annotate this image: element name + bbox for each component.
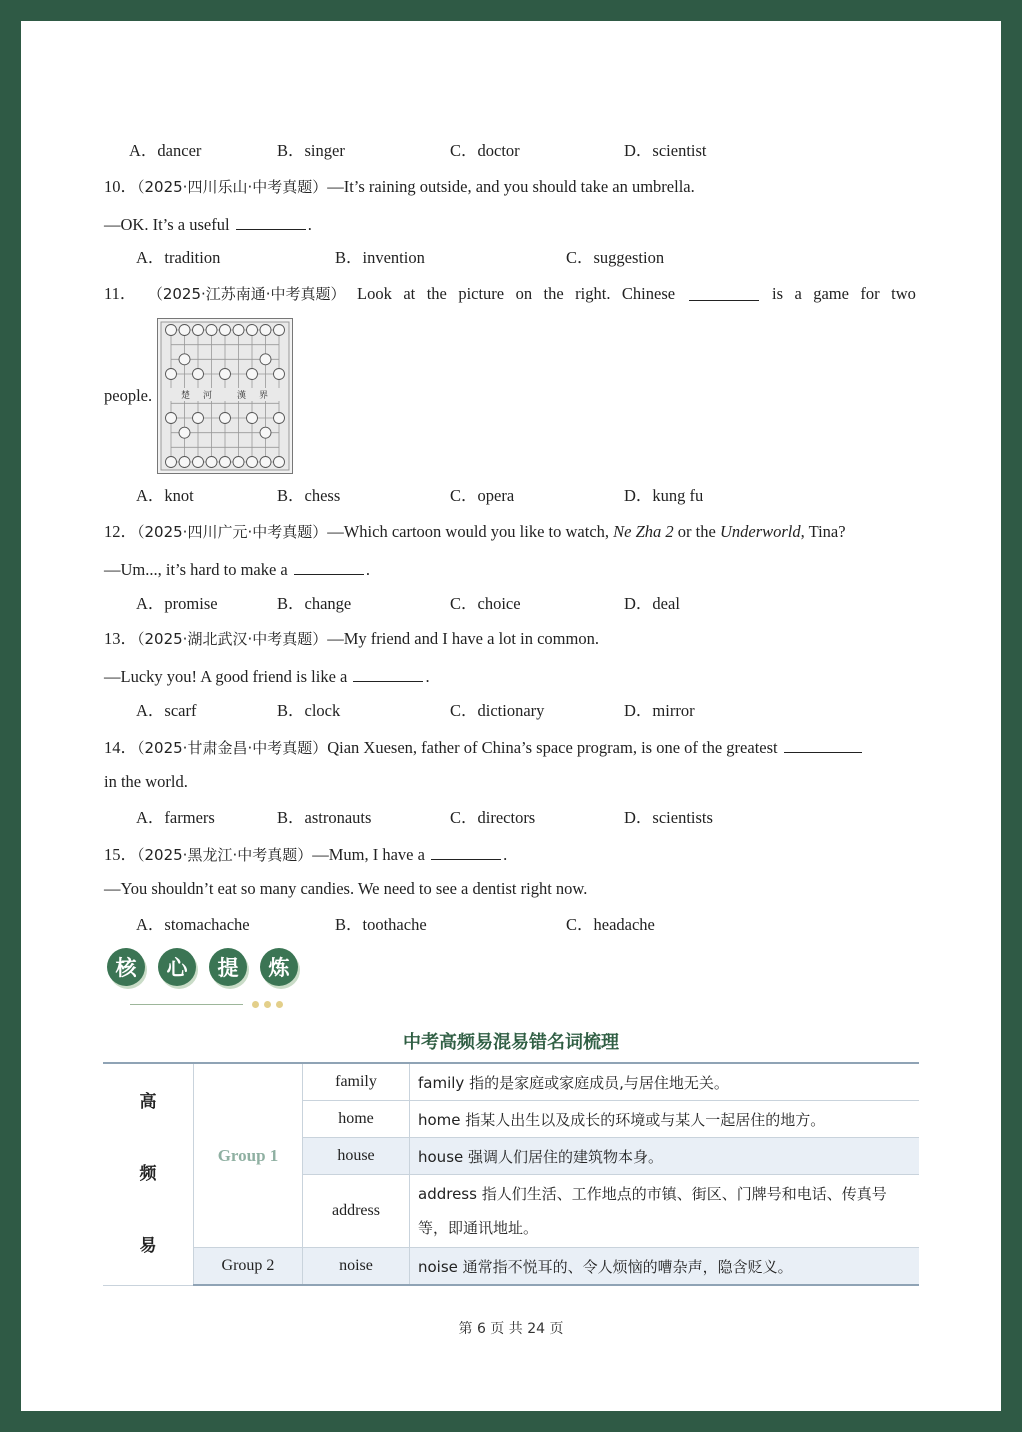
chess-piece: [179, 325, 190, 336]
chess-piece: [179, 427, 190, 438]
q11-word: is: [771, 284, 783, 303]
q9-option-d: D．scientist: [624, 141, 707, 160]
chess-piece: [206, 325, 217, 336]
q11-word: game: [813, 284, 849, 303]
q13-option-c: C．dictionary: [450, 701, 545, 720]
q12-title-underworld: Underworld: [719, 522, 801, 541]
q10-source: （2025·四川乐山·中考真题）: [137, 178, 328, 196]
q10-text: —It’s raining outside, and you should take an umbrella.: [327, 177, 695, 196]
q11-stem: [104, 284, 916, 304]
badge-char: 心: [158, 948, 196, 986]
q12-line2-text: —Um..., it’s hard to make a: [104, 560, 288, 579]
noun-comparison-table: [103, 1062, 919, 1286]
word-cell: address: [303, 1175, 410, 1248]
river-char: 漢: [237, 391, 247, 401]
chess-piece: [193, 369, 204, 380]
chess-piece: [247, 369, 258, 380]
desc-cell: noise 通常指不悦耳的、令人烦恼的嘈杂声，隐含贬义。: [410, 1248, 920, 1286]
chess-piece: [193, 413, 204, 424]
q15-text-end: .: [503, 845, 508, 864]
river-char: 河: [203, 391, 213, 401]
q14-text: Qian Xuesen, father of China’s space program, is one of the greatest: [327, 738, 778, 757]
chess-piece: [247, 413, 258, 424]
q12-text-mid: or the: [673, 522, 720, 541]
chess-piece: [193, 325, 204, 336]
table-row: [103, 1063, 919, 1101]
table-row: [103, 1248, 919, 1286]
q11-word: the: [426, 284, 447, 303]
desc-cell: house 强调人们居住的建筑物本身。: [410, 1138, 920, 1175]
q11-word: two: [891, 284, 916, 303]
q12-stem: [104, 522, 846, 542]
q9-option-c: C．doctor: [450, 141, 520, 160]
section-heading-badges: [107, 948, 298, 986]
chess-piece: [247, 457, 258, 468]
q15-option-b: B．toothache: [335, 915, 427, 934]
q14-blank: [784, 736, 862, 753]
q15-option-a: A．stomachache: [136, 915, 250, 934]
q11-word: for: [860, 284, 880, 303]
q15-text: —Mum, I have a: [312, 845, 425, 864]
q12-option-d: D．deal: [624, 594, 680, 613]
chess-piece: [166, 369, 177, 380]
q14-option-a: A．farmers: [136, 808, 215, 827]
chess-piece: [233, 325, 244, 336]
side-label-char: 频: [139, 1164, 157, 1185]
chess-piece: [166, 325, 177, 336]
q15-line2: —You shouldn’t eat so many candies. We need to see a dentist right now.: [104, 879, 588, 898]
q10-option-a: A．tradition: [136, 248, 221, 267]
chess-piece: [260, 354, 271, 365]
q14-source: （2025·甘肃金昌·中考真题）: [137, 739, 328, 757]
side-label-char: 高: [139, 1092, 157, 1113]
q13-line2-end: .: [425, 667, 430, 686]
q10-option-b: B．invention: [335, 248, 425, 267]
q10-line2-text: —OK. It’s a useful: [104, 215, 230, 234]
q10-line2: [104, 213, 312, 235]
badge-char: 炼: [260, 948, 298, 986]
q15-stem: [104, 843, 507, 865]
q9-option-b: B．singer: [277, 141, 345, 160]
q13-text: —My friend and I have a lot in common.: [327, 629, 599, 648]
q12-number: 12．: [104, 522, 137, 541]
chess-piece: [220, 457, 231, 468]
group1-label: Group 1: [194, 1063, 303, 1248]
q11-source: （2025·江苏南通·中考真题）: [147, 285, 346, 303]
side-label-char: 易: [139, 1236, 157, 1257]
q11-number: 11．: [104, 284, 137, 303]
chess-piece: [274, 325, 285, 336]
q14-option-b: B．astronauts: [277, 808, 372, 827]
q10-stem: [104, 177, 695, 197]
q15-option-c: C．headache: [566, 915, 655, 934]
chess-piece: [166, 457, 177, 468]
q12-line2-end: .: [365, 560, 371, 579]
q12-blank: [294, 558, 364, 575]
q14-number: 14．: [104, 738, 137, 757]
q10-blank: [236, 213, 306, 230]
chess-piece: [260, 457, 271, 468]
chess-piece: [274, 457, 285, 468]
chess-piece: [260, 325, 271, 336]
chess-piece: [193, 457, 204, 468]
q10-number: 10．: [104, 177, 137, 196]
q11-word: right.: [575, 284, 611, 303]
q13-option-d: D．mirror: [624, 701, 695, 720]
river-char: 楚: [181, 391, 191, 401]
q12-source: （2025·四川广元·中考真题）: [137, 523, 328, 541]
chess-piece: [179, 457, 190, 468]
chess-piece: [220, 325, 231, 336]
q13-option-b: B．clock: [277, 701, 341, 720]
q11-blank: [689, 284, 759, 301]
desc-cell: home 指某人出生以及成长的环境或与某人一起居住的地方。: [410, 1101, 920, 1138]
q14-line2: in the world.: [104, 772, 188, 791]
q10-option-c: C．suggestion: [566, 248, 665, 267]
table-title: 中考高频易混易错名词梳理: [403, 1032, 619, 1053]
q11-option-d: D．kung fu: [624, 486, 704, 505]
group2-label: Group 2: [194, 1248, 303, 1286]
q9-option-a: A．dancer: [129, 141, 202, 160]
chess-piece: [247, 325, 258, 336]
page-footer: 第 6 页 共 24 页: [458, 1321, 564, 1337]
chess-piece: [233, 457, 244, 468]
q13-line2-text: —Lucky you! A good friend is like a: [104, 667, 348, 686]
chinese-chess-board-image: [157, 318, 293, 474]
q13-option-a: A．scarf: [136, 701, 197, 720]
q11-word: at: [403, 284, 416, 303]
chess-piece: [220, 413, 231, 424]
q11-word: picture: [458, 284, 505, 303]
q12-option-a: A．promise: [136, 594, 218, 613]
q11-word: Chinese: [621, 284, 676, 303]
chess-piece: [274, 413, 285, 424]
badge-char: 核: [107, 948, 145, 986]
q12-option-b: B．change: [277, 594, 352, 613]
q10-line2-end: .: [307, 215, 312, 234]
word-cell: home: [303, 1101, 410, 1138]
document-page: [21, 21, 1001, 1411]
chess-piece: [179, 354, 190, 365]
chess-piece: [166, 413, 177, 424]
chess-piece: [260, 427, 271, 438]
decorative-dots: [252, 1001, 283, 1008]
q11-word: on: [515, 284, 533, 303]
side-label: [103, 1063, 194, 1285]
q14-option-c: C．directors: [450, 808, 536, 827]
desc-cell: family 指的是家庭或家庭成员,与居住地无关。: [410, 1063, 920, 1101]
q14-stem: [104, 736, 864, 758]
desc-cell: address 指人们生活、工作地点的市镇、街区、门牌号和电话、传真号等，即通讯地址。: [410, 1175, 920, 1248]
q11-line2: people.: [104, 386, 153, 405]
badge-char: 提: [209, 948, 247, 986]
q15-blank: [431, 843, 501, 860]
river-char: 界: [259, 391, 269, 401]
q11-option-a: A．knot: [136, 486, 194, 505]
q13-blank: [353, 665, 423, 682]
q12-option-c: C．choice: [450, 594, 521, 613]
q11-word: the: [543, 284, 564, 303]
chess-piece: [274, 369, 285, 380]
q13-number: 13．: [104, 629, 137, 648]
q13-stem: [104, 629, 599, 649]
q11-option-b: B．chess: [277, 486, 341, 505]
word-cell: noise: [303, 1248, 410, 1286]
word-cell: house: [303, 1138, 410, 1175]
section-underline: [130, 1004, 243, 1005]
q12-line2: [104, 558, 370, 580]
q15-number: 15．: [104, 845, 137, 864]
q11-option-c: C．opera: [450, 486, 515, 505]
q11-word: a: [794, 284, 802, 303]
chess-piece: [220, 369, 231, 380]
q13-source: （2025·湖北武汉·中考真题）: [137, 630, 328, 648]
q15-source: （2025·黑龙江·中考真题）: [137, 846, 313, 864]
q12-title-nezha: Ne Zha 2: [613, 522, 674, 541]
chess-board-svg: [157, 318, 293, 474]
q14-option-d: D．scientists: [624, 808, 713, 827]
q11-word: Look: [357, 284, 392, 303]
q12-text-end: , Tina?: [800, 522, 846, 541]
q12-text: —Which cartoon would you like to watch,: [327, 522, 614, 541]
chess-piece: [206, 457, 217, 468]
q13-line2: [104, 665, 430, 687]
word-cell: family: [303, 1063, 410, 1101]
